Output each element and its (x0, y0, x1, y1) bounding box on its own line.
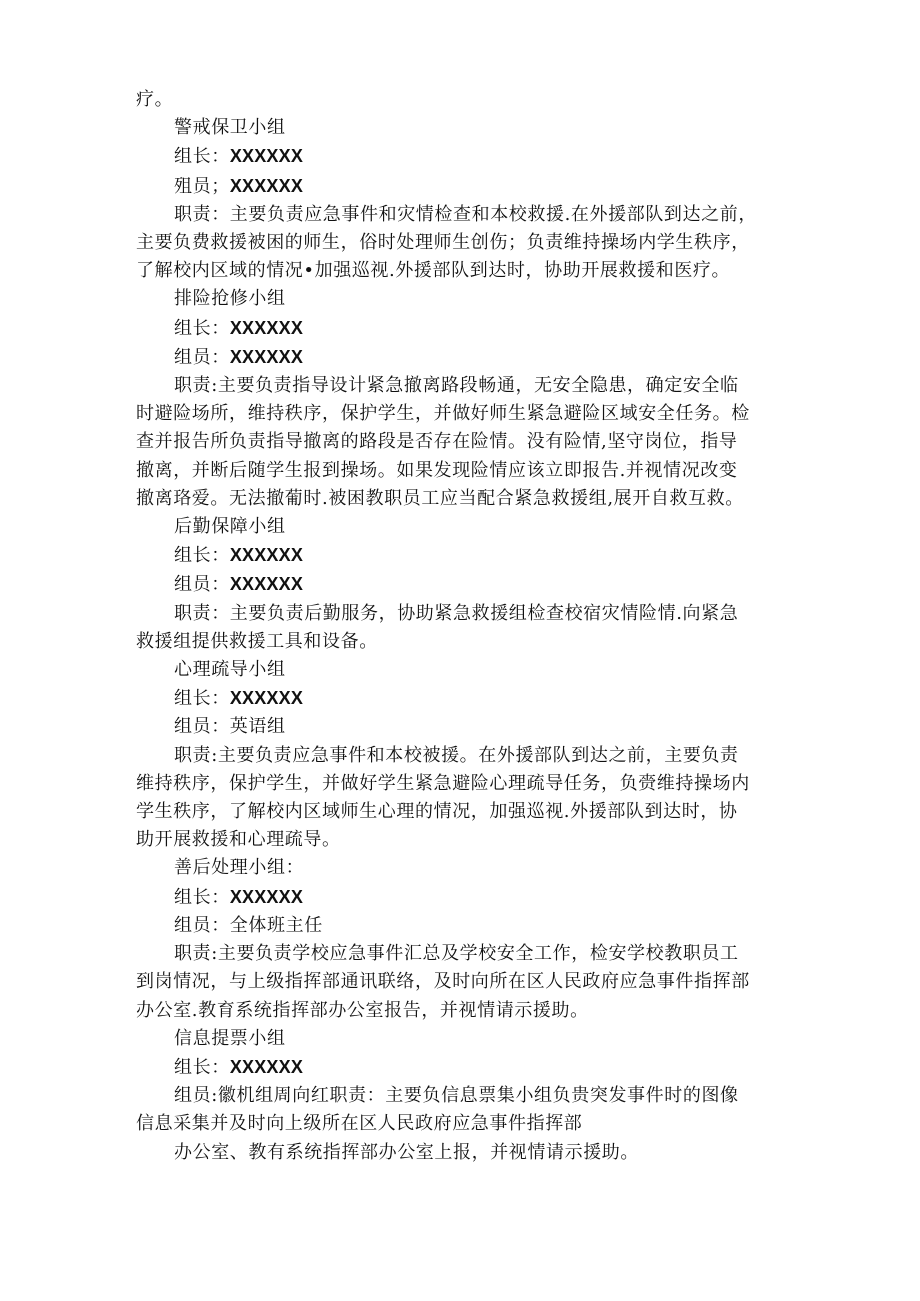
paragraph-line: 心理疏导小组 (174, 659, 286, 681)
member-line (136, 314, 800, 343)
paragraph-line: 信息提票小组 (174, 1027, 286, 1049)
paragraph-line: 查并报告所负责指导撤离的路段是否存在险情。没有险情,坚守岗位，指导 (136, 431, 738, 453)
member-name: XXXXXX (229, 1056, 304, 1077)
member-name: XXXXXX (229, 886, 304, 907)
paragraph-line: 职责：主要负责后勤服务，协助紧急救援组检查校宿灾情险情.向紧急 (174, 602, 739, 624)
paragraph-line: 办公室.教育系统指挥部办公室报告，并视情请示援助。 (136, 999, 589, 1021)
paragraph-line: 组员：全体班主任 (174, 914, 323, 936)
member-label: 组长： (174, 146, 230, 168)
member-line (136, 570, 800, 599)
member-line (136, 684, 800, 713)
member-label: 组长： (174, 886, 230, 908)
member-label: 组长： (174, 1056, 230, 1078)
member-name: XXXXXX (229, 688, 304, 709)
member-line (136, 541, 800, 570)
paragraph-line: 了解校内区域的情况•加强巡视.外援部队到达时，协助开展救援和医疗。 (136, 260, 731, 282)
member-label: 组长： (174, 317, 230, 339)
paragraph-line: 职责:主要负责学校应急事件汇总及学校安全工作，检安学校教职员工 (174, 943, 739, 965)
member-label: 组长： (174, 545, 230, 567)
paragraph-line: 撤离珞爱。无法撤葡时.被困教职员工应当配合紧急救援组,展开自救互救。 (136, 487, 744, 509)
member-name: XXXXXX (229, 574, 304, 595)
paragraph-line: 信息采集并及时向上级所在区人民政府应急事件指挥部 (136, 1113, 583, 1135)
member-name: XXXXXX (229, 146, 304, 167)
member-label: 组员： (174, 346, 230, 368)
paragraph-line: 善后处理小组： (174, 857, 305, 879)
member-name: XXXXXX (229, 175, 304, 196)
member-line (136, 1053, 800, 1082)
document-body (136, 86, 800, 1167)
paragraph-line: 学生秩序，了解校内区域师生心理的情况，加强巡视.外援部队到达时，协 (136, 801, 738, 823)
member-label: 组长： (174, 688, 230, 710)
member-line (136, 172, 800, 201)
member-label: 殂员； (174, 175, 230, 197)
paragraph-line: 主要负费救援被困的师生，俗时处理师生创伤；负责维持操场内学生秩序， (136, 232, 750, 254)
paragraph-line: 撤离，并断后随学生报到操场。如果发现险情应该立即报告.并视情况改变 (136, 459, 738, 481)
paragraph-line: 组员:徽机组周向红职责：主要负信息票集小组负贵突发事件时的图像 (174, 1085, 739, 1107)
member-name: XXXXXX (229, 545, 304, 566)
member-line (136, 883, 800, 912)
member-label: 组员： (174, 574, 230, 596)
member-name: XXXXXX (229, 346, 304, 367)
paragraph-line: 助开展救援和心理疏导。 (136, 829, 341, 851)
member-name: XXXXXX (229, 317, 304, 338)
paragraph-line: 救援组提供救援工具和设备。 (136, 630, 378, 652)
paragraph-line: 办公室、教有系统指挥部办公室上报，并视情请示援助。 (174, 1141, 639, 1163)
paragraph-line: 排险抢修小组 (174, 288, 286, 310)
paragraph-line: 时避险场所，维持秩序，保护学生，并做好师生紧急避险区域安全任务。检 (136, 403, 750, 425)
paragraph-line: 组员：英语组 (174, 716, 286, 738)
paragraph-line: 职责:主要负责指导设计紧急撤离路段畅通，无安全隐患，确定安全临 (174, 375, 739, 397)
paragraph-line: 维持秩序，保护学生，并做好学生紧急避险心理疏导任务，负赍维持操场内 (136, 772, 750, 794)
paragraph-line: 疗。 (136, 89, 174, 110)
paragraph-line: 职责:主要负责应急事件和本校被援。在外援部队到达之前，主要负责 (174, 744, 739, 766)
member-line (136, 343, 800, 372)
paragraph-line: 职责：主要负责应急事件和灾情检查和本校救援.在外援部队到达之前， (174, 203, 757, 225)
member-line (136, 142, 800, 171)
paragraph-line: 后勤保障小组 (174, 516, 286, 538)
paragraph-line: 警戒保卫小组 (174, 117, 286, 139)
paragraph-line: 到岗情况，与上级指挥部通讯联络，及时向所在区人民政府应急事件指挥部 (136, 971, 750, 993)
